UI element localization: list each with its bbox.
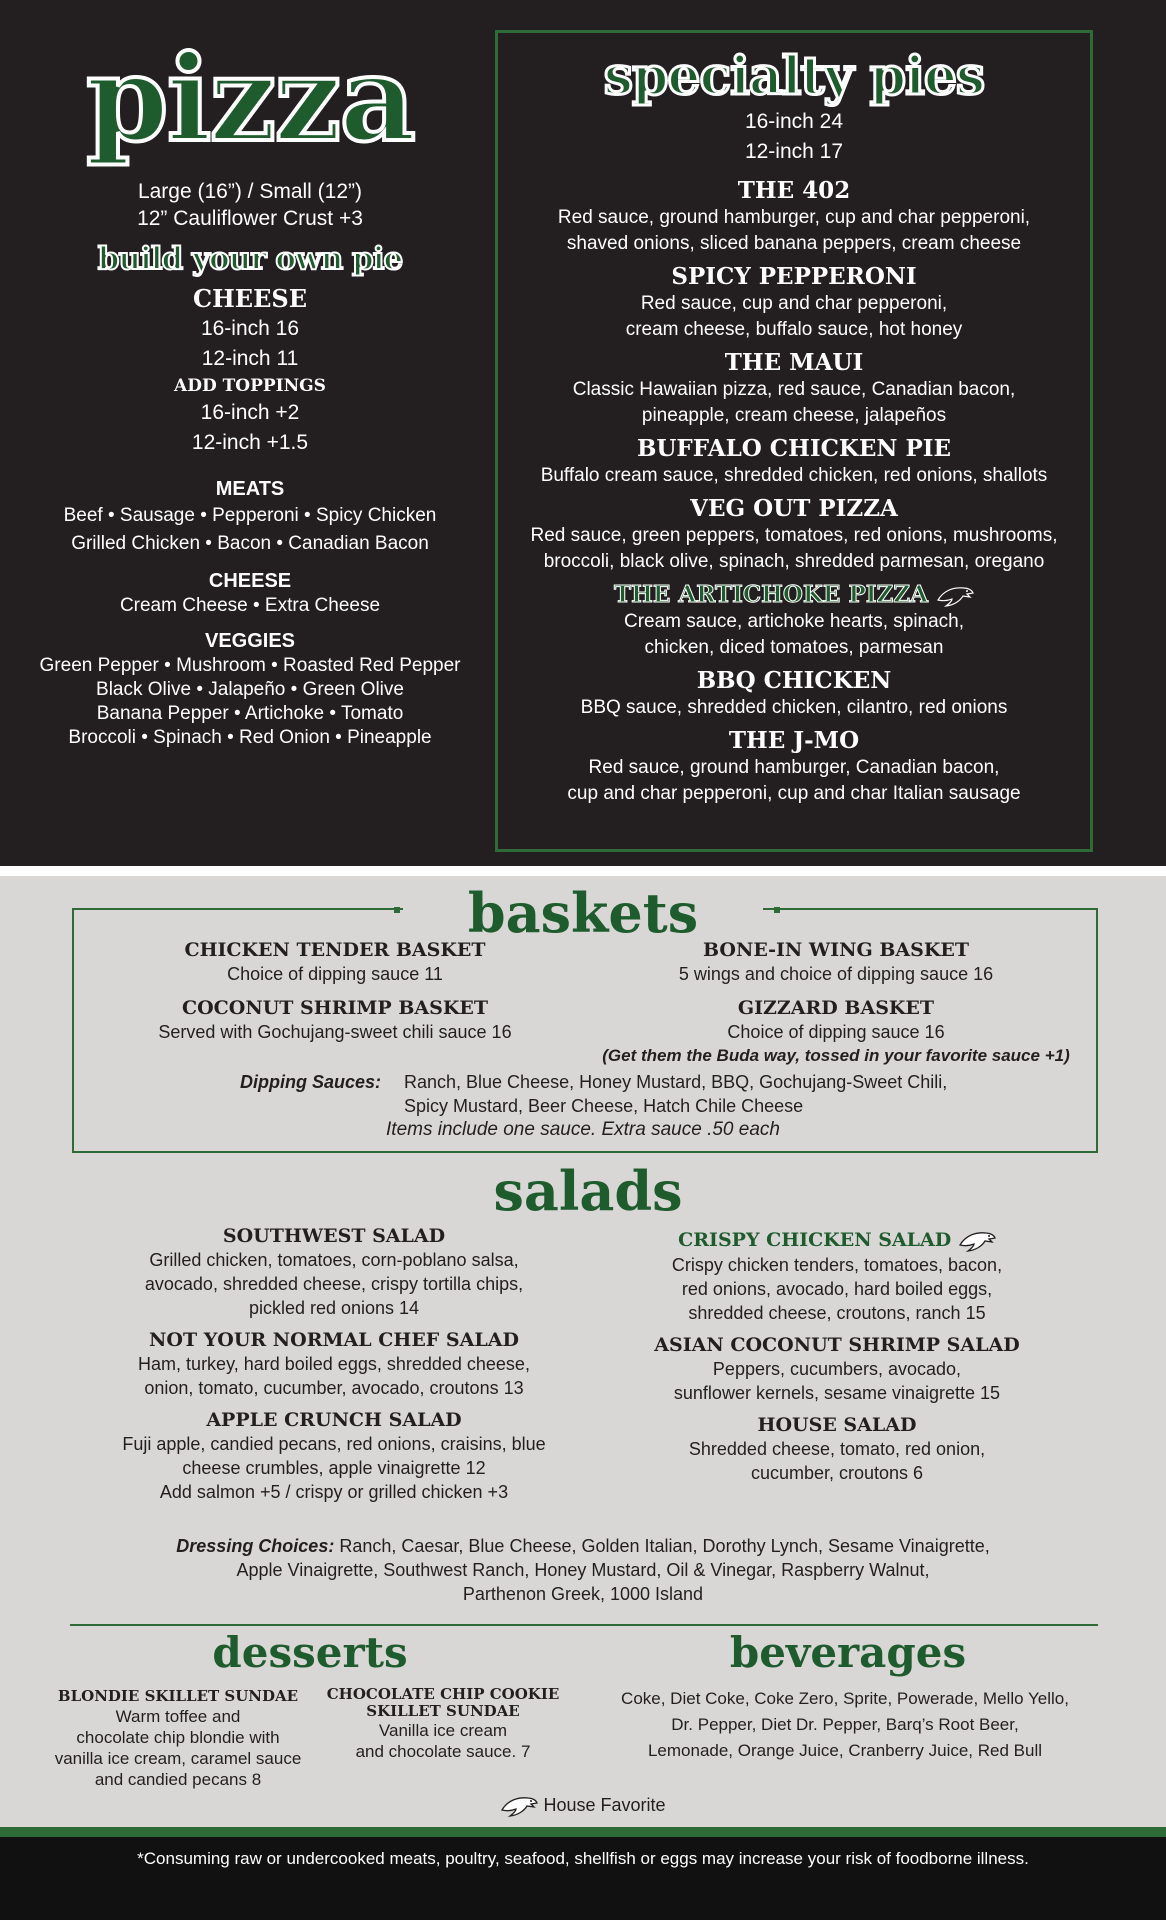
lower-menu	[0, 876, 1166, 1827]
pie-name: SPICY PEPPERONI	[671, 263, 917, 290]
veggies-line-3: Banana Pepper • Artichoke • Tomato	[96, 703, 404, 725]
salads-title: salads	[493, 1159, 683, 1223]
veggies-line-2: Black Olive • Jalapeño • Green Olive	[96, 679, 404, 701]
desserts-title: desserts	[212, 1628, 408, 1677]
salad-desc: Grilled chicken, tomatoes, corn-poblano salsa,	[149, 1250, 519, 1270]
pie-desc: Red sauce, ground hamburger, cup and char pepperoni,	[557, 207, 1031, 228]
pizza-section	[0, 0, 1166, 866]
basket-desc: 5 wings and choice of dipping sauce 16	[678, 964, 994, 984]
dessert-desc: vanilla ice cream, caramel sauce	[54, 1749, 302, 1768]
desserts-title-wrap	[130, 1628, 490, 1677]
salad-desc: pickled red onions 14	[248, 1298, 420, 1318]
sizes-line: Large (16”) / Small (12”)	[137, 180, 363, 203]
specialty-12-price: 12-inch 17	[744, 140, 844, 163]
salad-desc: avocado, shredded cheese, crispy tortilla chips,	[144, 1274, 524, 1294]
specialty-16-price: 16-inch 24	[744, 110, 844, 133]
dessert-desc: and candied pecans 8	[94, 1770, 262, 1789]
basket-name: BONE-IN WING BASKET	[702, 939, 969, 961]
crust-line: 12” Cauliflower Crust +3	[137, 207, 363, 230]
add-toppings-heading: ADD TOPPINGS	[174, 376, 326, 397]
basket-name: COCONUT SHRIMP BASKET	[182, 997, 488, 1019]
pie-desc: Classic Hawaiian pizza, red sauce, Canadian bacon,	[572, 379, 1016, 400]
dessert-desc: chocolate chip blondie with	[76, 1728, 280, 1747]
salads-right-column	[620, 1228, 1054, 1485]
pie-name: THE MAUI	[724, 349, 864, 376]
basket-name: GIZZARD BASKET	[737, 997, 935, 1019]
dipping-line-2: Spicy Mustard, Beer Cheese, Hatch Chile Cheese	[404, 1096, 804, 1116]
build-your-own-title: build your own pie	[97, 241, 403, 277]
salad-desc: cheese crumbles, apple vinaigrette 12	[182, 1458, 486, 1478]
dessert-desc: Vanilla ice cream	[378, 1721, 508, 1740]
dessert-name: CHOCOLATE CHIP COOKIE	[326, 1685, 560, 1703]
dessert-name: SKILLET SUNDAE	[366, 1702, 520, 1720]
eagle-icon	[500, 1794, 538, 1818]
dessert-desc: and chocolate sauce. 7	[355, 1742, 531, 1761]
salad-desc: Fuji apple, candied pecans, red onions, craisins, blue	[122, 1434, 546, 1454]
salad-desc: Add salmon +5 / crispy or grilled chicken +3	[159, 1482, 509, 1502]
meats-line-2: Grilled Chicken • Bacon • Canadian Bacon	[71, 533, 429, 555]
cheese-pizza-heading: CHEESE	[193, 284, 307, 314]
basket-name: CHICKEN TENDER BASKET	[184, 939, 486, 961]
box-marker	[774, 907, 780, 913]
baskets-title: baskets	[467, 881, 699, 945]
pie-name: BBQ CHICKEN	[696, 667, 892, 694]
pie-desc: BBQ sauce, shredded chicken, cilantro, red onions	[580, 697, 1008, 718]
salads-title-wrap	[0, 1159, 1166, 1223]
house-favorite-label: House Favorite	[543, 1795, 666, 1815]
beverage-line: Dr. Pepper, Diet Dr. Pepper, Barq’s Root Beer,	[671, 1715, 1019, 1734]
baskets-right-column	[596, 938, 1076, 1068]
salad-desc: red onions, avocado, hard boiled eggs,	[681, 1279, 993, 1299]
salad-name: SOUTHWEST SALAD	[222, 1225, 446, 1247]
section-rule	[70, 1624, 1098, 1626]
salad-desc: Shredded cheese, tomato, red onion,	[688, 1439, 986, 1459]
salad-desc: Peppers, cucumbers, avocado,	[712, 1359, 962, 1379]
meats-heading: MEATS	[215, 478, 285, 501]
salad-name-house-favorite	[620, 1228, 1054, 1253]
cheese-16-price: 16-inch 16	[200, 317, 300, 341]
basket-desc: Choice of dipping sauce 11	[227, 964, 443, 984]
pie-desc: cream cheese, buffalo sauce, hot honey	[625, 319, 963, 340]
dipping-note: Items include one sauce. Extra sauce .50 each	[386, 1119, 780, 1140]
pie-name-house-favorite	[498, 581, 1090, 609]
salad-desc: shredded cheese, croutons, ranch 15	[688, 1303, 986, 1323]
dressing-line-1: Ranch, Caesar, Blue Cheese, Golden Italian, Dorothy Lynch, Sesame Vinaigrette,	[339, 1536, 990, 1556]
pie-name: THE J-MO	[728, 727, 860, 754]
pie-desc: chicken, diced tomatoes, parmesan	[644, 637, 944, 658]
dressing-choices	[0, 1534, 1166, 1606]
salad-desc: Ham, turkey, hard boiled eggs, shredded cheese,	[138, 1354, 530, 1374]
eagle-icon	[936, 584, 974, 608]
dressing-line-3: Parthenon Greek, 1000 Island	[462, 1584, 704, 1604]
dipping-sauces	[240, 1070, 1000, 1118]
specialty-pies-title: specialty pies	[603, 46, 985, 107]
salad-desc: cucumber, croutons 6	[750, 1463, 924, 1483]
dipping-line-1: Ranch, Blue Cheese, Honey Mustard, BBQ, Gochujang-Sweet Chili,	[404, 1072, 948, 1092]
salads-left-column	[100, 1224, 568, 1504]
salad-desc: sunflower kernels, sesame vinaigrette 15	[673, 1383, 1001, 1403]
pie-desc: Red sauce, green peppers, tomatoes, red onions, mushrooms,	[530, 525, 1058, 546]
baskets-left-column	[110, 938, 560, 1044]
pie-desc: Red sauce, cup and char pepperoni,	[640, 293, 948, 314]
section-divider	[0, 866, 1166, 876]
meats-line-1: Beef • Sausage • Pepperoni • Spicy Chicken	[63, 505, 437, 527]
pie-desc: Red sauce, ground hamburger, Canadian bacon,	[588, 757, 1000, 778]
blondie-item	[42, 1686, 314, 1790]
salad-desc: onion, tomato, cucumber, avocado, croutons 13	[144, 1378, 524, 1398]
basket-desc: Served with Gochujang-sweet chili sauce 16	[158, 1022, 512, 1042]
box-marker	[394, 907, 400, 913]
pie-desc: pineapple, cream cheese, jalapeños	[641, 405, 947, 426]
house-favorite-legend	[0, 1792, 1166, 1818]
cookie-item	[326, 1686, 560, 1762]
veggies-line-4: Broccoli • Spinach • Red Onion • Pineapple	[68, 727, 432, 749]
toppings-12-price: 12-inch +1.5	[191, 431, 309, 455]
baskets-title-wrap	[403, 881, 763, 946]
salad-name: HOUSE SALAD	[757, 1414, 917, 1436]
salad-name: NOT YOUR NORMAL CHEF SALAD	[149, 1329, 519, 1351]
dessert-name: BLONDIE SKILLET SUNDAE	[57, 1687, 299, 1705]
dipping-label: Dipping Sauces:	[240, 1072, 382, 1092]
pie-name: THE 402	[737, 177, 851, 204]
dressing-label: Dressing Choices:	[176, 1536, 335, 1556]
veggies-heading: VEGGIES	[204, 630, 296, 653]
salad-name-text: CRISPY CHICKEN SALAD	[678, 1229, 952, 1251]
veggies-line-1: Green Pepper • Mushroom • Roasted Red Pepper	[39, 655, 461, 677]
beverage-line: Lemonade, Orange Juice, Cranberry Juice, Red Bull	[647, 1741, 1043, 1760]
pie-desc: shaved onions, sliced banana peppers, cream cheese	[566, 233, 1022, 254]
dressing-line-2: Apple Vinaigrette, Southwest Ranch, Honey Mustard, Oil & Vinegar, Raspberry Walnut,	[236, 1560, 930, 1580]
basket-desc: Choice of dipping sauce 16	[727, 1022, 945, 1042]
pie-desc: cup and char pepperoni, cup and char Italian sausage	[567, 783, 1021, 804]
pie-name: BUFFALO CHICKEN PIE	[636, 435, 952, 462]
pie-desc: broccoli, black olive, spinach, shredded parmesan, oregano	[543, 551, 1045, 572]
salad-desc: Crispy chicken tenders, tomatoes, bacon,	[671, 1255, 1003, 1275]
pie-name: VEG OUT PIZZA	[690, 495, 898, 522]
cheese-toppings-line: Cream Cheese • Extra Cheese	[119, 595, 381, 617]
cheese-toppings-heading: CHEESE	[208, 570, 292, 593]
cheese-12-price: 12-inch 11	[201, 347, 299, 371]
salad-name: APPLE CRUNCH SALAD	[206, 1409, 462, 1431]
specialty-pies-box	[495, 30, 1093, 852]
pizza-title: pizza	[86, 29, 414, 168]
footer-bar	[0, 1827, 1166, 1837]
eagle-icon	[958, 1229, 996, 1253]
pie-desc: Buffalo cream sauce, shredded chicken, red onions, shallots	[540, 465, 1048, 486]
beverages-title: beverages	[729, 1628, 967, 1677]
toppings-16-price: 16-inch +2	[200, 401, 300, 425]
beverages-list	[590, 1686, 1100, 1764]
gizzard-note: (Get them the Buda way, tossed in your favorite sauce +1)	[602, 1046, 1070, 1065]
pie-desc: Cream sauce, artichoke hearts, spinach,	[623, 611, 965, 632]
beverage-line: Coke, Diet Coke, Coke Zero, Sprite, Powerade, Mello Yello,	[621, 1689, 1069, 1708]
footer-disclaimer: *Consuming raw or undercooked meats, poultry, seafood, shellfish or eggs may increase your risk of foodborne illness.	[137, 1849, 1029, 1868]
beverages-title-wrap	[598, 1628, 1098, 1677]
salad-name: ASIAN COCONUT SHRIMP SALAD	[654, 1334, 1020, 1356]
footer	[0, 1837, 1166, 1920]
dessert-desc: Warm toffee and	[115, 1707, 241, 1726]
pie-name-text: THE ARTICHOKE PIZZA	[614, 581, 928, 608]
